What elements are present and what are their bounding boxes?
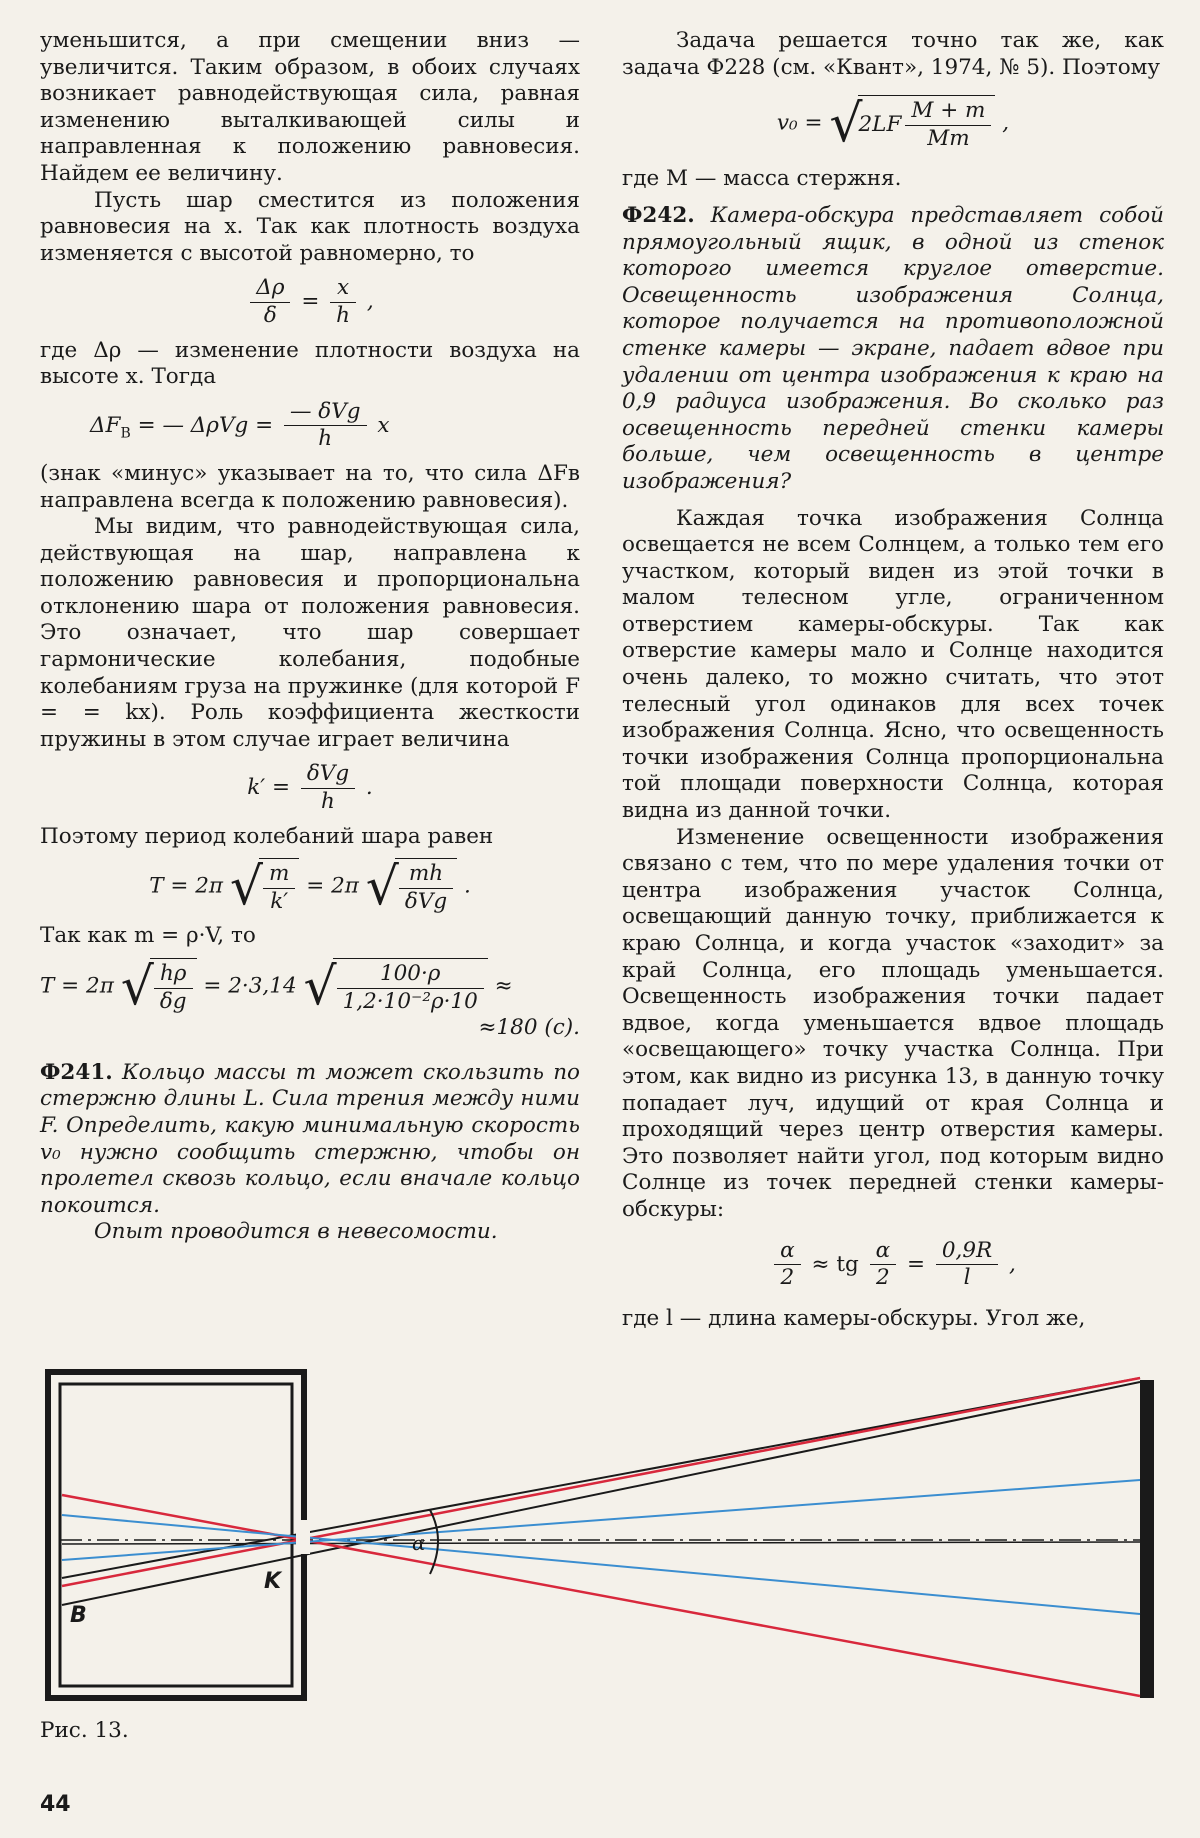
paragraph: где M — масса стержня. bbox=[622, 166, 902, 192]
screen-bar bbox=[1140, 1380, 1154, 1698]
camera-box-inner bbox=[60, 1384, 292, 1686]
formula-result: ≈180 (с). bbox=[478, 1015, 580, 1041]
frac-den: δVg bbox=[404, 888, 448, 914]
formula-force bbox=[90, 399, 580, 453]
task-242 bbox=[622, 203, 1164, 496]
formula-sub: В bbox=[120, 425, 131, 442]
frac-num: m bbox=[263, 861, 295, 889]
frac-num: α bbox=[870, 1238, 897, 1266]
frac-num: Δρ bbox=[250, 275, 290, 303]
page-number: 44 bbox=[40, 1792, 71, 1817]
paragraph: (знак «минус» указывает на то, что сила ΔFв направлена всегда к положению равновесия). bbox=[40, 460, 580, 513]
label-b: B bbox=[70, 1603, 87, 1628]
task-note: Опыт проводится в невесомости. bbox=[94, 1219, 498, 1245]
frac-den: Mm bbox=[927, 125, 970, 151]
paragraph: где Δρ — изменение плотности воздуха на высоте x. Тогда bbox=[40, 337, 580, 390]
frac-den: k′ bbox=[270, 888, 289, 914]
frac-num: mh bbox=[399, 861, 453, 889]
frac-den: δ bbox=[263, 302, 277, 328]
frac-den: l bbox=[963, 1265, 971, 1291]
frac-num: δVg bbox=[301, 761, 355, 789]
frac-num: M + m bbox=[905, 98, 991, 126]
frac-num: — δVg bbox=[284, 399, 367, 427]
formula-part: ≈ bbox=[494, 973, 513, 999]
task-text: Кольцо массы m может скользить по стержню длины L. Сила трения между ними F. Определить, какую минимальную скорость v₀ нужно сообщить стержню, чтобы он пролетел сквозь кольцо, если вначале кольцо покоится. bbox=[40, 1059, 580, 1218]
paragraph: где l — длина камеры-обскуры. Угол же, bbox=[622, 1305, 1086, 1331]
paragraph: Задача решается точно так же, как задача Ф228 (см. «Квант», 1974, № 5). Поэтому bbox=[622, 28, 1164, 80]
frac-den: h bbox=[318, 426, 333, 452]
label-alpha: α bbox=[412, 1531, 426, 1555]
frac-den: 2 bbox=[876, 1265, 890, 1291]
frac-den: h bbox=[336, 302, 351, 328]
formula-v0: v₀ = √2LF $\frac{M + m}{Mm}$ , bbox=[776, 93, 1010, 154]
task-label: Ф241. bbox=[40, 1059, 113, 1085]
paragraph: Так как m = ρ·V, то bbox=[40, 923, 256, 949]
formula-part: k′ = bbox=[247, 775, 290, 801]
formula-part: = 2π bbox=[306, 873, 359, 899]
right-column bbox=[622, 28, 1164, 1332]
formula-part: T = 2π bbox=[40, 973, 114, 999]
red-ray bbox=[62, 1378, 1140, 1586]
formula-part: = 2·3,14 bbox=[203, 973, 297, 999]
formula-numeric: T = 2π √ $\frac{h\rho}{\delta g}$ = 2·3,14 √ $\frac{100\cdot\rho}{\text{1,2·10⁻²ρ·10}}$ ≈ bbox=[40, 956, 513, 1017]
paragraph: Изменение освещенности изображения связано с тем, что по мере удаления точки от центра изображения участок Солнца, освещающий данную точку, приближается к краю Солнца, и когда участок «заходит» за край Солнца, его площадь уменьшается. Освещенность изображения точки падает вдвое, когда уменьшается вдвое площадь «освещающего» точку участка Солнца. При этом, как видно из рисунка 13, в данную точку попадает луч, идущий от края Солнца и проходящий через центр отверстия камеры. Это позволяет найти угол, под которым видно Солнце из точек передней стенки камеры-обскуры: bbox=[622, 824, 1164, 1222]
formula-part: v₀ = bbox=[776, 110, 823, 136]
figure-caption: Рис. 13. bbox=[40, 1718, 129, 1743]
label-k: K bbox=[264, 1569, 282, 1594]
figure-camera-obscura bbox=[0, 1360, 1200, 1720]
frac-num: 0,9R bbox=[936, 1238, 998, 1266]
frac-den: h bbox=[321, 789, 335, 815]
formula-density: $\frac{\Delta\rho}{\delta}$ = $\frac{x}{h}$ , bbox=[40, 275, 580, 329]
formula-part: = — ΔρVg = bbox=[137, 412, 274, 438]
aperture bbox=[296, 1520, 310, 1554]
frac-num: x bbox=[330, 275, 356, 303]
frac-den: δg bbox=[159, 988, 187, 1014]
camera-box-outer bbox=[48, 1372, 304, 1698]
black-ray bbox=[62, 1382, 1140, 1605]
blue-ray bbox=[62, 1515, 1140, 1614]
frac-num: hρ bbox=[154, 961, 193, 989]
paragraph: Пусть шар сместится из положения равновесия на x. Так как плотность воздуха изменяется с высотой равномерно, то bbox=[40, 187, 580, 266]
paragraph: уменьшится, а при смещении вниз — увеличится. Таким образом, в обоих случаях возникает равнодействующая сила, равная изменению выталкивающей силы и направленная к положению равновесия. Найдем ее величину. bbox=[40, 28, 580, 186]
formula-part: x bbox=[377, 412, 390, 438]
formula-k: k′ = $\frac{\text{δVg}}{h}$ . bbox=[247, 761, 373, 815]
frac-num: 100·ρ bbox=[337, 961, 484, 989]
formula-angle: $\frac{\alpha}{2}$ ≈ tg $\frac{\alpha}{2}$ = $\frac{0,9R}{l}$ , bbox=[622, 1238, 1164, 1292]
frac-den: 2 bbox=[780, 1265, 795, 1291]
left-column bbox=[40, 28, 580, 1246]
black-ray bbox=[62, 1542, 1140, 1544]
frac-num: α bbox=[774, 1238, 801, 1266]
paragraph: Мы видим, что равнодействующая сила, действующая на шар, направлена к положению равновесия и пропорциональна отклонению шара от положения равновесия. Это означает, что шар совершает гармонические колебания, подобные колебаниям груза на пружинке (для которой F = = kx). Роль коэффициента жесткости пружины в этом случае играет величина bbox=[40, 514, 580, 752]
task-241 bbox=[40, 1060, 580, 1220]
paragraph: Каждая точка изображения Солнца освещается не всем Солнцем, а только тем его участком, который виден из этой точки в малом телесном угле, ограниченном отверстием камеры-обскуры. Так как отверстие камеры мало и Солнце находится очень далеко, то можно считать, что этот телесный угол одинаков для всех точек изображения Солнца. Ясно, что освещенность точки изображения Солнца пропорциональна той площади поверхности Солнца, которая видна из данной точки. bbox=[622, 505, 1164, 824]
formula-part: T = 2π bbox=[149, 873, 224, 899]
formula-part: 2LF bbox=[858, 112, 902, 138]
formula-period: T = 2π √ $\frac{m}{k'}$ = 2π √ $\frac{mh}{\text{δVg}}$ . bbox=[149, 856, 471, 917]
formula-part: ≈ tg bbox=[811, 1251, 859, 1277]
task-label: Ф242. bbox=[622, 202, 695, 228]
task-text: Камера-обскура представляет собой прямоугольный ящик, в одной из стенок которого имеется круглое отверстие. Освещенность изображения Солнца, которое получается на противоположной стенке камеры — экране, падает вдвое при удалении от центра изображения к краю на 0,9 радиуса изображения. Во сколько раз освещенность передней стенки камеры больше, чем освещенность в центре изображения? bbox=[622, 202, 1164, 494]
formula-part: ΔF bbox=[90, 412, 121, 438]
paragraph: Поэтому период колебаний шара равен bbox=[40, 823, 494, 849]
red-ray bbox=[62, 1495, 1140, 1696]
frac-den: 1,2·10⁻²ρ·10 bbox=[342, 988, 478, 1014]
blue-ray bbox=[62, 1480, 1140, 1560]
